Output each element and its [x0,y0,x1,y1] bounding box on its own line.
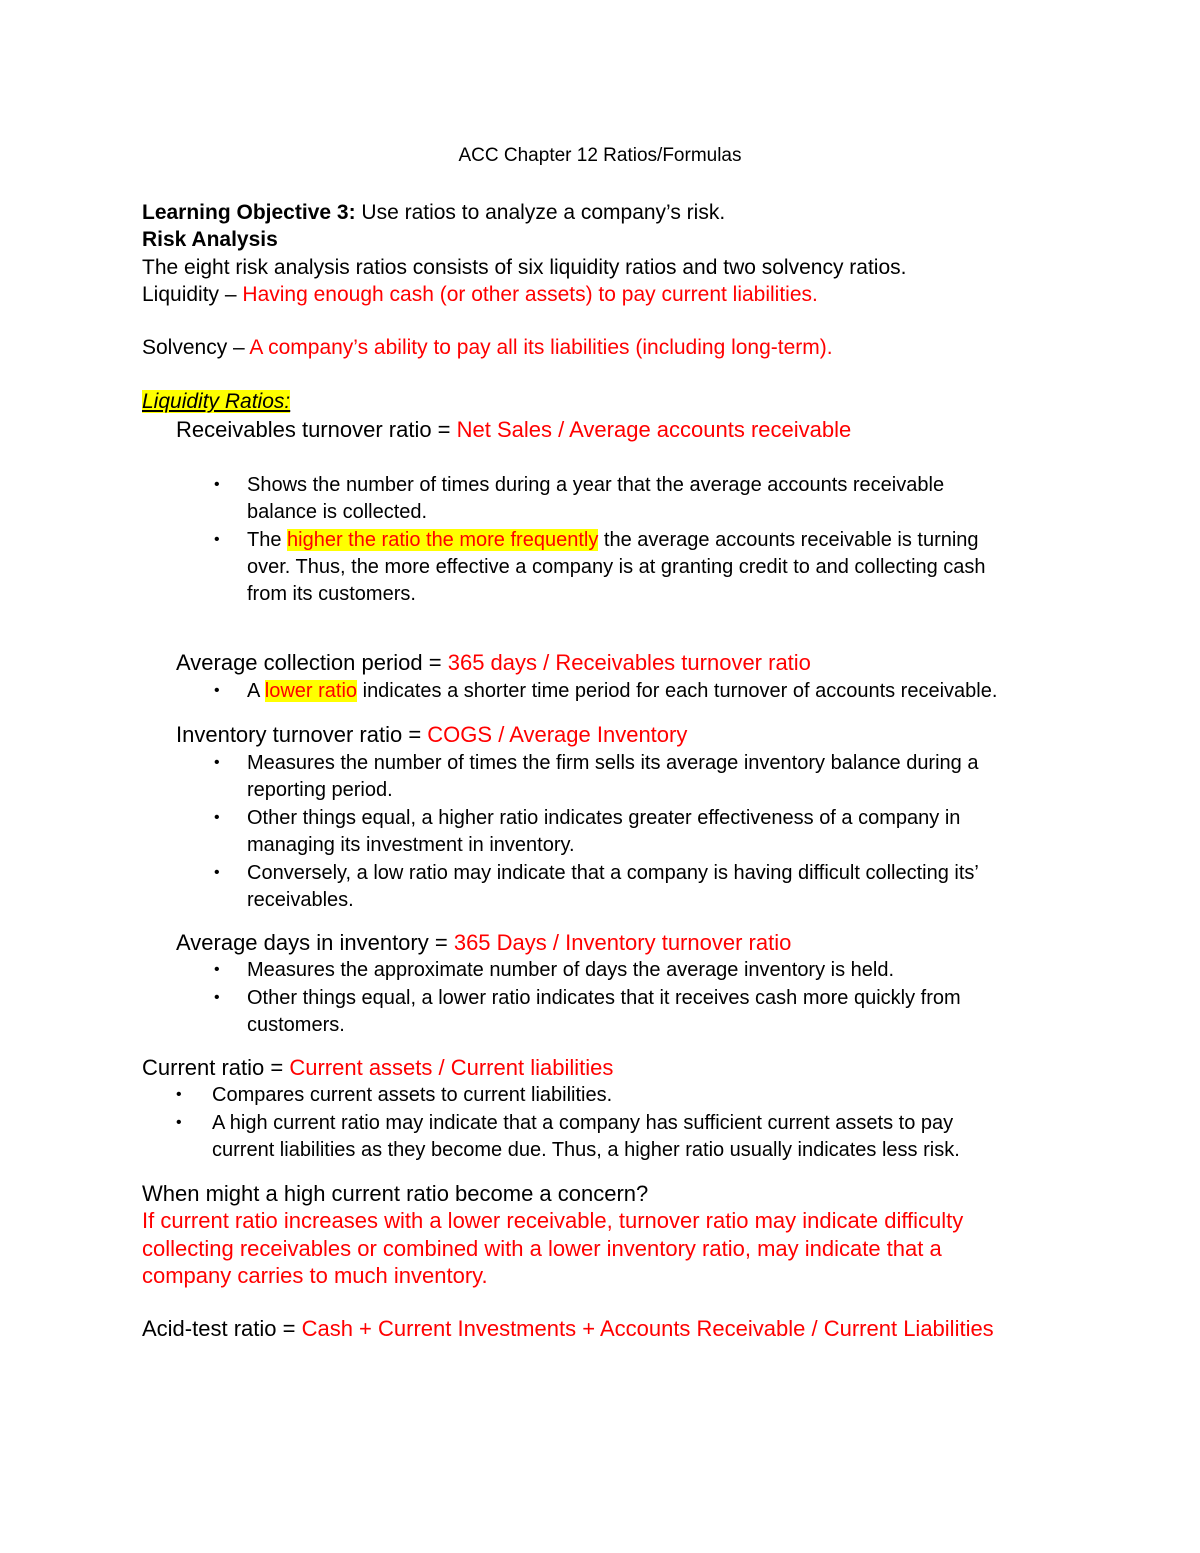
page-title: ACC Chapter 12 Ratios/Formulas [458,145,742,166]
solvency-term: Solvency – [142,336,250,359]
current-bullet-2-line-2: current liabilities as they become due. Thus, a higher ratio usually indicates less risk. [212,1139,960,1161]
current-label: Current ratio = [142,1055,290,1080]
b2-highlight: higher the ratio the more frequently [287,529,599,551]
acid-test-formula [142,1316,994,1342]
liquidity-term: Liquidity – [142,283,243,306]
collection-formula [176,650,811,676]
bullet-icon: • [214,754,220,771]
learning-objective [142,200,725,226]
liquidity-ratios-label: Liquidity Ratios: [142,390,291,413]
liquidity-ratios-heading [142,389,290,415]
liquidity-def: Having enough cash (or other assets) to pay current liabilities. [242,283,818,306]
concern-answer-line-3: company carries to much inventory. [142,1263,488,1288]
inventory-label: Inventory turnover ratio = [176,722,428,747]
b2-pre: The [247,529,288,551]
solvency-definition [142,335,833,361]
bullet-icon: • [214,682,220,699]
days-inventory-bullet-2-line-1: Other things equal, a lower ratio indicates that it receives cash more quickly from [247,987,961,1009]
concern-question: When might a high current ratio become a concern? [142,1181,649,1206]
receivables-label: Receivables turnover ratio = [176,417,457,442]
solvency-def: A company’s ability to pay all its liabilities (including long-term). [249,336,833,359]
receivables-bullet-2-line-1 [247,527,979,553]
inventory-bullet-1-line-1: Measures the number of times the firm sells its average inventory balance during a [247,752,979,774]
receivables-formula-value: Net Sales / Average accounts receivable [456,417,852,442]
current-bullet-1: Compares current assets to current liabilities. [212,1084,613,1106]
bullet-icon: • [214,989,220,1006]
days-inventory-formula [176,930,791,956]
receivables-bullet-1-line-2: balance is collected. [247,501,428,523]
bullet-icon: • [214,809,220,826]
collection-bullet-1 [247,678,997,704]
inventory-bullet-1-line-2: reporting period. [247,779,393,801]
current-formula-value: Current assets / Current liabilities [289,1055,614,1080]
acid-formula-value: Cash + Current Investments + Accounts Receivable / Current Liabilities [301,1316,994,1341]
c-highlight: lower ratio [264,680,358,702]
section-heading-risk-analysis: Risk Analysis [142,228,278,251]
bullet-icon: • [214,961,220,978]
receivables-formula [176,417,851,443]
collection-label: Average collection period = [176,650,448,675]
liquidity-definition [142,282,818,308]
collection-formula-value: 365 days / Receivables turnover ratio [447,650,811,675]
days-inventory-label: Average days in inventory = [176,930,454,955]
inventory-formula [176,722,687,748]
concern-answer-line-2: collecting receivables or combined with a lower inventory ratio, may indicate that a [142,1236,942,1261]
days-inventory-formula-value: 365 Days / Inventory turnover ratio [453,930,792,955]
bullet-icon: • [214,531,220,548]
inventory-bullet-3-line-2: receivables. [247,889,354,911]
days-inventory-bullet-2-line-2: customers. [247,1014,345,1036]
current-bullet-2-line-1: A high current ratio may indicate that a company has sufficient current assets to pay [212,1112,954,1134]
current-ratio-formula [142,1055,613,1081]
inventory-bullet-2-line-1: Other things equal, a higher ratio indicates greater effectiveness of a company in [247,807,961,829]
lo-label: Learning Objective 3: [142,201,356,224]
c-post: indicates a shorter time period for each turnover of accounts receivable. [357,680,998,702]
bullet-icon: • [176,1114,182,1131]
inventory-formula-value: COGS / Average Inventory [427,722,688,747]
acid-label: Acid-test ratio = [142,1316,302,1341]
receivables-bullet-1-line-1: Shows the number of times during a year that the average accounts receivable [247,474,945,496]
receivables-bullet-2-line-2: over. Thus, the more effective a company is at granting credit to and collecting cash [247,556,986,578]
b2-post: the average accounts receivable is turning [598,529,979,551]
summary-text: The eight risk analysis ratios consists of six liquidity ratios and two solvency ratios. [142,256,907,279]
days-inventory-bullet-1: Measures the approximate number of days the average inventory is held. [247,959,895,981]
bullet-icon: • [214,864,220,881]
receivables-bullet-2-line-3: from its customers. [247,583,416,605]
lo-text: Use ratios to analyze a company’s risk. [355,201,726,224]
concern-answer-line-1: If current ratio increases with a lower receivable, turnover ratio may indicate difficulty [142,1208,964,1233]
bullet-icon: • [176,1086,182,1103]
bullet-icon: • [214,476,220,493]
inventory-bullet-3-line-1: Conversely, a low ratio may indicate that a company is having difficult collecting its’ [247,862,979,884]
c-pre: A [247,680,265,702]
inventory-bullet-2-line-2: managing its investment in inventory. [247,834,575,856]
